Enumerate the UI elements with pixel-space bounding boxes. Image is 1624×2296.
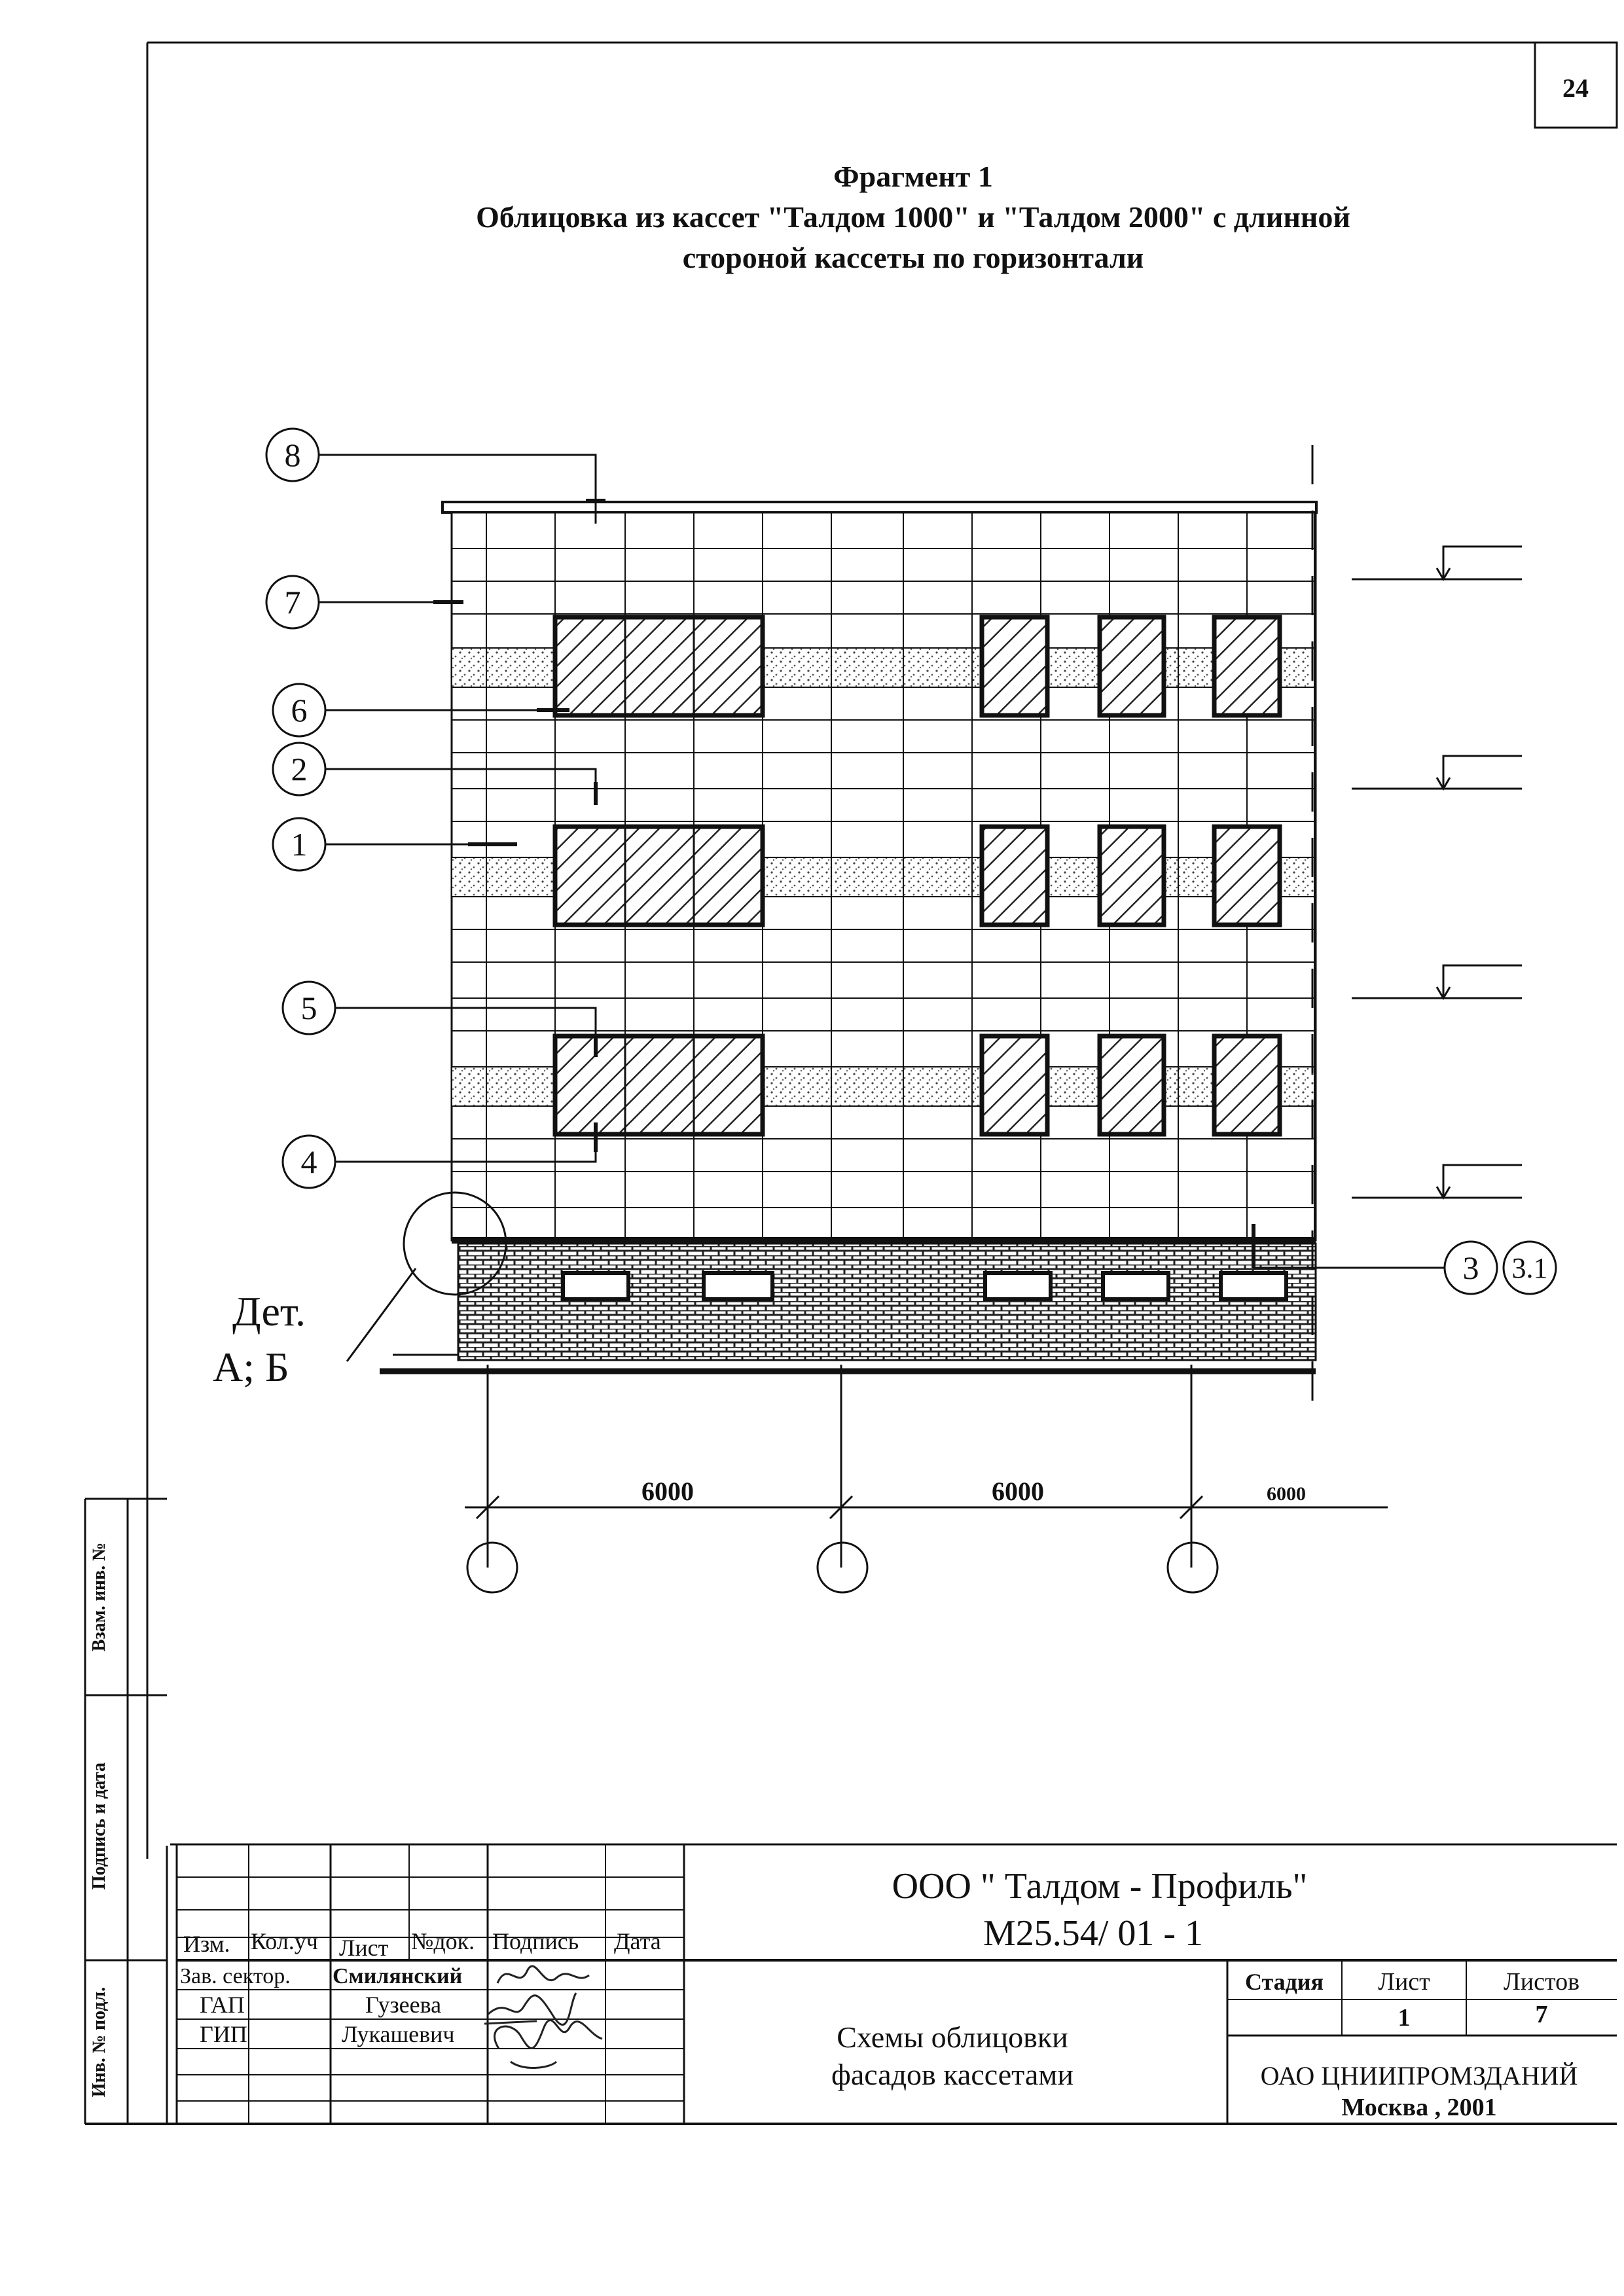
side-stamp-middle: Подпись и дата — [89, 1762, 109, 1890]
drawing-name-line2: фасадов кассетами — [831, 2058, 1074, 2091]
window-2 — [982, 617, 1047, 715]
dimension-lines — [465, 1365, 1388, 1592]
col-podpis: Подпись — [492, 1928, 579, 1954]
callout-5-label: 5 — [300, 990, 317, 1026]
sheet-value: 1 — [1398, 2004, 1411, 2032]
window-8 — [1214, 827, 1280, 925]
basement-window-2 — [704, 1273, 772, 1299]
role-2: ГИП — [200, 2021, 247, 2047]
window-4 — [1214, 617, 1280, 715]
col-ndok: №док. — [411, 1928, 475, 1954]
basement-window-4 — [1103, 1273, 1168, 1299]
page-number: 24 — [1562, 73, 1589, 103]
window-6 — [982, 827, 1047, 925]
signature-2 — [484, 1993, 576, 2025]
callout-2-label: 2 — [291, 751, 308, 787]
detail-label — [213, 1288, 306, 1390]
dimension-values — [641, 1477, 1306, 1506]
role-1: ГАП — [200, 1992, 245, 2018]
callout-3-label: 3 — [1462, 1249, 1479, 1286]
title-line3: стороной кассеты по горизонтали — [682, 241, 1144, 274]
dimension-2: 6000 — [992, 1477, 1044, 1506]
callout-8-label: 8 — [284, 437, 301, 473]
callout-7-label: 7 — [284, 584, 301, 620]
name-2: Лукашевич — [342, 2021, 455, 2047]
col-data: Дата — [614, 1928, 661, 1954]
title-line1: Фрагмент 1 — [833, 160, 993, 193]
page-number-box — [1535, 43, 1617, 128]
side-stamp-bottom: Инв. № подл. — [89, 1986, 109, 2098]
col-izm: Изм. — [183, 1931, 230, 1957]
col-kol-uch: Кол.уч — [251, 1928, 318, 1954]
basement-window-5 — [1221, 1273, 1286, 1299]
callout-3-1-label: 3.1 — [1511, 1252, 1548, 1284]
dimension-1: 6000 — [641, 1477, 694, 1506]
signature-3 — [495, 2020, 602, 2068]
side-stamp-labels — [89, 1543, 109, 2097]
basement-window-3 — [985, 1273, 1051, 1299]
drawing-code: М25.54/ 01 - 1 — [983, 1913, 1203, 1954]
side-stamp-top: Взам. инв. № — [89, 1542, 109, 1652]
parapet — [442, 502, 1316, 512]
window-11 — [1100, 1036, 1164, 1134]
signatures — [484, 1966, 602, 2068]
sheets-header: Листов — [1503, 1968, 1580, 1996]
detail-label-line1: Дет. — [232, 1288, 306, 1335]
drawing-title — [476, 160, 1350, 274]
window-3 — [1100, 617, 1164, 715]
name-0: Смилянский — [333, 1964, 463, 1988]
role-0: Зав. сектор. — [180, 1964, 291, 1988]
level-marks — [1352, 547, 1522, 1198]
col-list: Лист — [339, 1935, 389, 1961]
sheet-header: Лист — [1378, 1968, 1430, 1996]
callout-4-label: 4 — [300, 1143, 317, 1180]
drawing-name-line1: Схемы облицовки — [837, 2020, 1068, 2054]
stage-header: Стадия — [1244, 1969, 1324, 1995]
name-1: Гузеева — [365, 1992, 442, 2018]
brick-plinth — [458, 1244, 1316, 1360]
detail-label-line2: А; Б — [213, 1344, 289, 1390]
callout-1-label: 1 — [291, 826, 308, 863]
basement-window-1 — [563, 1273, 628, 1299]
facade-elevation — [380, 445, 1316, 1427]
sheets-value: 7 — [1535, 2001, 1548, 2028]
company-name: ООО " Талдом - Профиль" — [892, 1866, 1308, 1907]
title-line2: Облицовка из кассет "Талдом 1000" и "Талдом 2000" с длинной — [476, 200, 1350, 234]
window-9 — [555, 1036, 763, 1134]
window-7 — [1100, 827, 1164, 925]
window-5 — [555, 827, 763, 925]
org-line2: Москва , 2001 — [1341, 2094, 1497, 2121]
org-line1: ОАО ЦНИИПРОМЗДАНИЙ — [1260, 2061, 1578, 2090]
window-1 — [555, 617, 763, 715]
title-block-text — [180, 1866, 1579, 2121]
window-10 — [982, 1036, 1047, 1134]
dimension-3: 6000 — [1267, 1483, 1306, 1505]
window-12 — [1214, 1036, 1280, 1134]
signature-1 — [497, 1966, 589, 1983]
callout-6-label: 6 — [291, 692, 308, 728]
